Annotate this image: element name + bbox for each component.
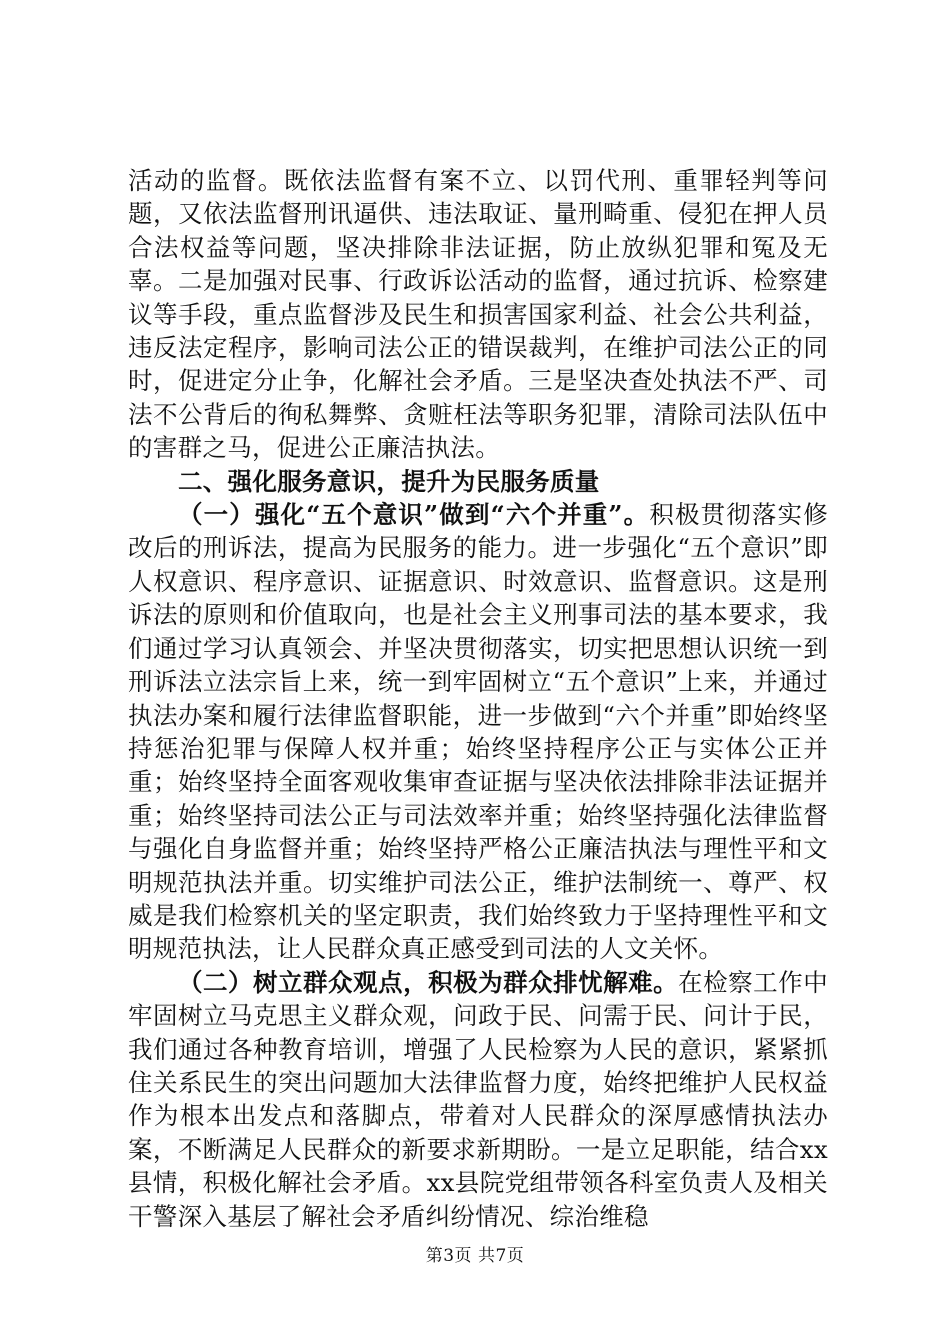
subsection-title-2: （二）树立群众观点，积极为群众排忧解难。	[178, 967, 679, 997]
page-footer: 第3页 共7页	[425, 1246, 525, 1266]
subsection-title-1: （一）强化“五个意识”做到“六个并重”。	[178, 500, 650, 530]
paragraph-continuation: 活动的监督。既依法监督有案不立、以罚代刑、重罪轻判等问题，又依法监督刑讯逼供、违法取证、量刑畸重、侵犯在押人员合法权益等问题，坚决排除非法证据，防止放纵犯罪和冤及无辜。二是加强对民事、行政诉讼活动的监督，通过抗诉、检察建议等手段，重点监督涉及民生和损害国家利益、社会公共利益，违反法定程序，影响司法公正的错误裁判，在维护司法公正的同时，促进定分止争，化解社会矛盾。三是坚决查处执法不严、司法不公背后的徇私舞弊、贪赃枉法等职务犯罪，清除司法队伍中的害群之马，促进公正廉洁执法。	[128, 166, 828, 463]
section-heading: 二、强化服务意识，提升为民服务质量	[178, 466, 600, 496]
subsection-paragraph-1	[128, 498, 828, 966]
subsection-paragraph-2	[128, 966, 828, 1233]
subsection-body-2: 在检察工作中牢固树立马克思主义群众观，问政于民、问需于民、问计于民，我们通过各种教育培训，增强了人民检察为人民的意识，紧紧抓住关系民生的突出问题加大法律监督力度，始终把维护人民权益作为根本出发点和落脚点，带着对人民群众的深厚感情执法办案，不断满足人民群众的新要求新期盼。一是立足职能，结合xx县情，积极化解社会矛盾。xx县院党组带领各科室负责人及相关干警深入基层了解社会矛盾纠纷情况、综治维稳	[128, 967, 828, 1231]
document-body	[128, 164, 828, 1233]
subsection-body-1: 积极贯彻落实修改后的刑诉法，提高为民服务的能力。进一步强化“五个意识”即人权意识、程序意识、证据意识、时效意识、监督意识。这是刑诉法的原则和价值取向，也是社会主义刑事司法的基本要求，我们通过学习认真领会、并坚决贯彻落实，切实把思想认识统一到刑诉法立法宗旨上来，统一到牢固树立“五个意识”上来，并通过执法办案和履行法律监督职能，进一步做到“六个并重”即始终坚持惩治犯罪与保障人权并重；始终坚持程序公正与实体公正并重；始终坚持全面客观收集审查证据与坚决依法排除非法证据并重；始终坚持司法公正与司法效率并重；始终坚持强化法律监督与强化自身监督并重；始终坚持严格公正廉洁执法与理性平和文明规范执法并重。切实维护司法公正，维护法制统一、尊严、权威是我们检察机关的坚定职责，我们始终致力于坚持理性平和文明规范执法，让人民群众真正感受到司法的人文关怀。	[128, 500, 828, 964]
